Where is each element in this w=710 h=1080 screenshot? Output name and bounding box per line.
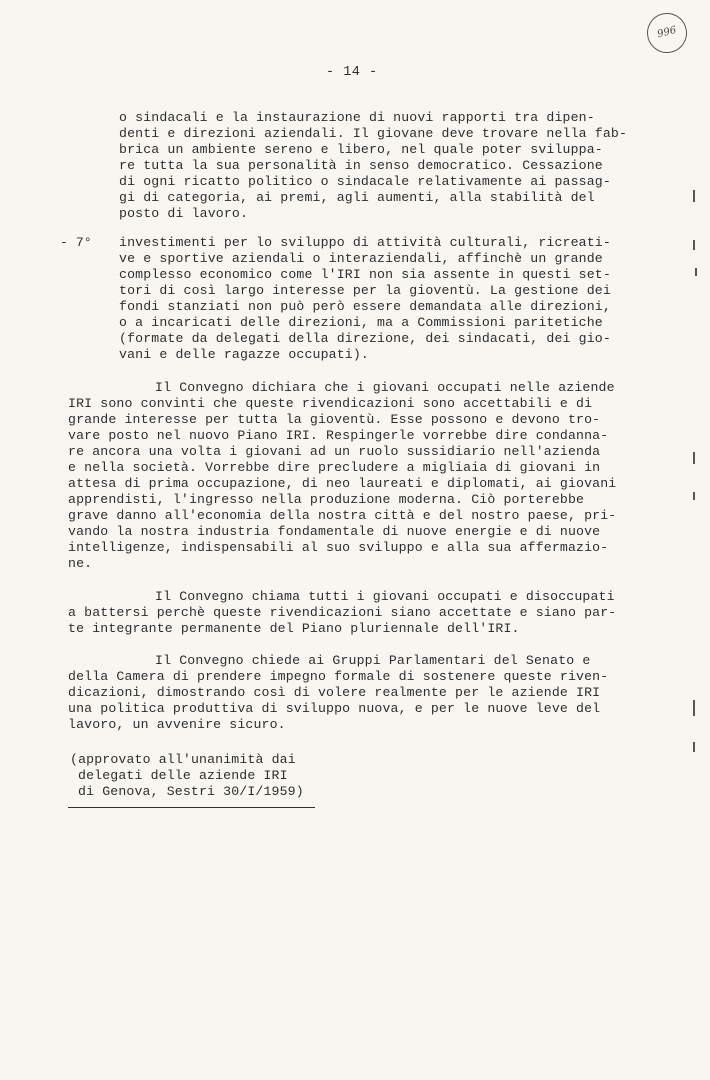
text-line: vando la nostra industria fondamentale di nuove energie e di nuove (68, 524, 601, 539)
text-line: di Genova, Sestri 30/I/1959) (78, 784, 304, 799)
text-line: (formate da delegati della direzione, dei sindacati, dei gio- (119, 331, 611, 346)
page-number: - 14 - (326, 65, 378, 80)
margin-mark (693, 742, 695, 752)
text-line: o sindacali e la instaurazione di nuovi rapporti tra dipen- (119, 110, 595, 125)
item-7-marker: - 7° (60, 235, 92, 250)
text-line: investimenti per lo sviluppo di attività culturali, ricreati- (119, 235, 611, 250)
text-line: vare posto nel nuovo Piano IRI. Respingerle vorrebbe dire condanna- (68, 428, 609, 443)
text-line: attesa di prima occupazione, di neo laureati e diplomati, ai giovani (68, 476, 617, 491)
text-line: Il Convegno dichiara che i giovani occupati nelle aziende (155, 380, 615, 395)
margin-mark (695, 268, 697, 276)
text-line: denti e direzioni aziendali. Il giovane deve trovare nella fab- (119, 126, 628, 141)
text-line: ve e sportive aziendali o interaziendali, affinchè un grande (119, 251, 603, 266)
text-line: apprendisti, l'ingresso nella produzione moderna. Ciò porterebbe (68, 492, 585, 507)
text-line: della Camera di prendere impegno formale di sostenere queste riven- (68, 669, 609, 684)
text-line: re tutta la sua personalità in senso democratico. Cessazione (119, 158, 603, 173)
text-line: una politica produttiva di sviluppo nuova, e per le nuove leve del (68, 701, 601, 716)
text-line: posto di lavoro. (119, 206, 249, 221)
margin-mark (693, 452, 695, 464)
text-line: di ogni ricatto politico o sindacale relativamente ai passag- (119, 174, 611, 189)
text-line: te integrante permanente del Piano pluriennale dell'IRI. (68, 621, 520, 636)
text-line: dicazioni, dimostrando così di volere realmente per le aziende IRI (68, 685, 601, 700)
closing-underline (68, 807, 315, 808)
text-line: vani e delle ragazze occupati). (119, 347, 369, 362)
text-line: delegati delle aziende IRI (78, 768, 288, 783)
margin-mark (693, 240, 695, 250)
text-line: re ancora una volta i giovani ad un ruolo sussidiario nell'azienda (68, 444, 601, 459)
text-line: o a incaricati delle direzioni, ma a Commissioni paritetiche (119, 315, 603, 330)
margin-mark (693, 190, 695, 202)
text-line: Il Convegno chiede ai Gruppi Parlamentari del Senato e (155, 653, 591, 668)
text-line: lavoro, un avvenire sicuro. (68, 717, 286, 732)
margin-mark (693, 492, 695, 500)
text-line: e nella società. Vorrebbe dire precludere a migliaia di giovani in (68, 460, 601, 475)
archive-stamp: 996 (643, 9, 692, 58)
text-line: brica un ambiente sereno e libero, nel quale poter sviluppa- (119, 142, 603, 157)
text-line: grande interesse per tutta la gioventù. Esse possono e devono tro- (68, 412, 601, 427)
text-line: complesso economico come l'IRI non sia assente in questi set- (119, 267, 611, 282)
text-line: intelligenze, indispensabili al suo sviluppo e alla sua affermazio- (68, 540, 609, 555)
text-line: Il Convegno chiama tutti i giovani occupati e disoccupati (155, 589, 615, 604)
text-line: grave danno all'economia della nostra città e del nostro paese, pri- (68, 508, 617, 523)
text-line: (approvato all'unanimità dai (70, 752, 296, 767)
text-line: IRI sono convinti che queste rivendicazioni sono accettabili e di (68, 396, 593, 411)
text-line: a battersi perchè queste rivendicazioni siano accettate e siano par- (68, 605, 617, 620)
text-line: tori di così largo interesse per la gioventù. La gestione dei (119, 283, 611, 298)
text-line: ne. (68, 556, 93, 571)
text-line: fondi stanziati non può però essere demandata alle direzioni, (119, 299, 611, 314)
text-line: gi di categoria, ai premi, agli aumenti, alla stabilità del (119, 190, 595, 205)
margin-mark (693, 700, 695, 716)
